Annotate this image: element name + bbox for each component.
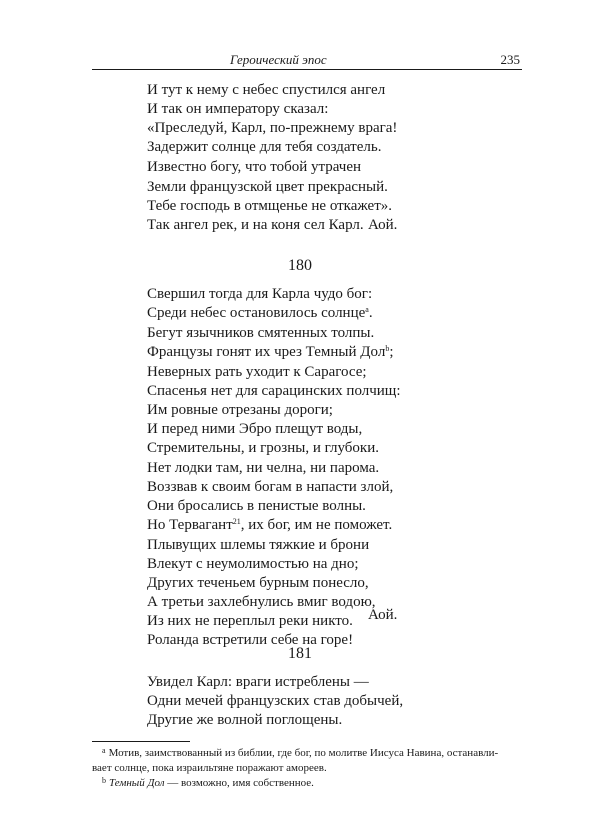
- refrain-aoi: Аой.: [368, 607, 398, 623]
- verse-line: Неверных рать уходит к Сарагосе;: [147, 364, 367, 380]
- verse-line: Стремительны, и грозны, и глубоки.: [147, 440, 379, 456]
- laisse-number-181: 181: [288, 645, 312, 662]
- running-title: Героический эпос: [230, 52, 327, 67]
- verse-line: А третьи захлебнулись вмиг водою,: [147, 594, 376, 610]
- verse-line: «Преследуй, Карл, по-прежнему врага!: [147, 120, 398, 136]
- header-rule: [92, 69, 522, 70]
- verse-text: , их бог, им не поможет.: [240, 517, 393, 533]
- refrain-aoi: Аой.: [368, 217, 398, 233]
- verse-line: И перед ними Эбро плещут воды,: [147, 421, 363, 437]
- verse-line: Бегут язычников смятенных толпы.: [147, 325, 375, 341]
- verse-line: Увидел Карл: враги истреблены —: [147, 674, 369, 690]
- verse-text: Французы гонят их чрез Темный Дол: [147, 344, 386, 360]
- footnote-text: — возможно, имя собственное.: [164, 777, 314, 789]
- verse-line: Тебе господь в отмщенье не откажет».: [147, 198, 393, 214]
- verse-line: Другие же волной поглощены.: [147, 712, 343, 728]
- footnote-line: [92, 776, 522, 791]
- footnote-mark: b: [102, 776, 106, 785]
- footnote-term: Темный Дол: [109, 777, 165, 789]
- running-head: [90, 52, 520, 70]
- verse-line: Влекут с неумолимостью на дно;: [147, 556, 359, 572]
- verse-line: Французы гонят их чрез Темный Дол$^b$;: [147, 344, 394, 360]
- verse-line: Среди небес остановилось солнце$^а$.: [147, 305, 373, 321]
- verse-line: И так он императору сказал:: [147, 101, 329, 117]
- footnote-ref-21: 21: [232, 517, 241, 526]
- verse-line: Роланда встретили себе на горе!: [147, 632, 354, 648]
- footnote-b: [92, 776, 522, 791]
- verse-line: [147, 516, 392, 535]
- footnote-ref-a: а: [365, 305, 369, 314]
- verse-line: Им ровные отрезаны дороги;: [147, 402, 333, 418]
- laisse-number-180: 180: [288, 257, 312, 274]
- verse-text: Но Тервагант: [147, 517, 233, 533]
- laisse-180: [147, 285, 417, 648]
- laisse-181: [147, 673, 417, 733]
- verse-line: Земли французской цвет прекрасный.: [147, 179, 388, 195]
- footnote-line: вает солнце, пока израильтяне поражают амореев.: [92, 762, 327, 774]
- verse-line: Из них не переплыл реки никто.: [147, 613, 353, 629]
- footnote-a: [92, 746, 522, 776]
- footnote-ref-b: b: [385, 344, 390, 353]
- verse-line: Свершил тогда для Карла чудо бог:: [147, 286, 373, 302]
- verse-line: И тут к нему с небес спустился ангел: [147, 82, 386, 98]
- footnote-line: [92, 746, 522, 761]
- verse-line: Нет лодки там, ни челна, ни парома.: [147, 460, 380, 476]
- verse-line: Так ангел рек, и на коня сел Карл.: [147, 217, 364, 233]
- verse-line: Задержит солнце для тебя создатель.: [147, 139, 382, 155]
- page-number: 235: [500, 52, 520, 67]
- verse-text: Среди небес остановилось солнце: [147, 305, 366, 321]
- verse-line: Воззвав к своим богам в напасти злой,: [147, 479, 394, 495]
- verse-line: Известно богу, что тобой утрачен: [147, 159, 361, 175]
- footnote-mark: а: [102, 746, 106, 755]
- verse-line: Других теченьем бурным понесло,: [147, 575, 369, 591]
- verse-line: Спасенья нет для сарацинских полчищ:: [147, 383, 401, 399]
- verse-line: Плывущих шлемы тяжкие и брони: [147, 537, 370, 553]
- verse-line: Они бросались в пенистые волны.: [147, 498, 366, 514]
- footnote-rule: [92, 741, 190, 742]
- verse-line: Одни мечей французских став добычей,: [147, 693, 404, 709]
- footnote-text: Мотив, заимствованный из библии, где бог, по молитве Иисуса Навина, останавли-: [108, 747, 499, 759]
